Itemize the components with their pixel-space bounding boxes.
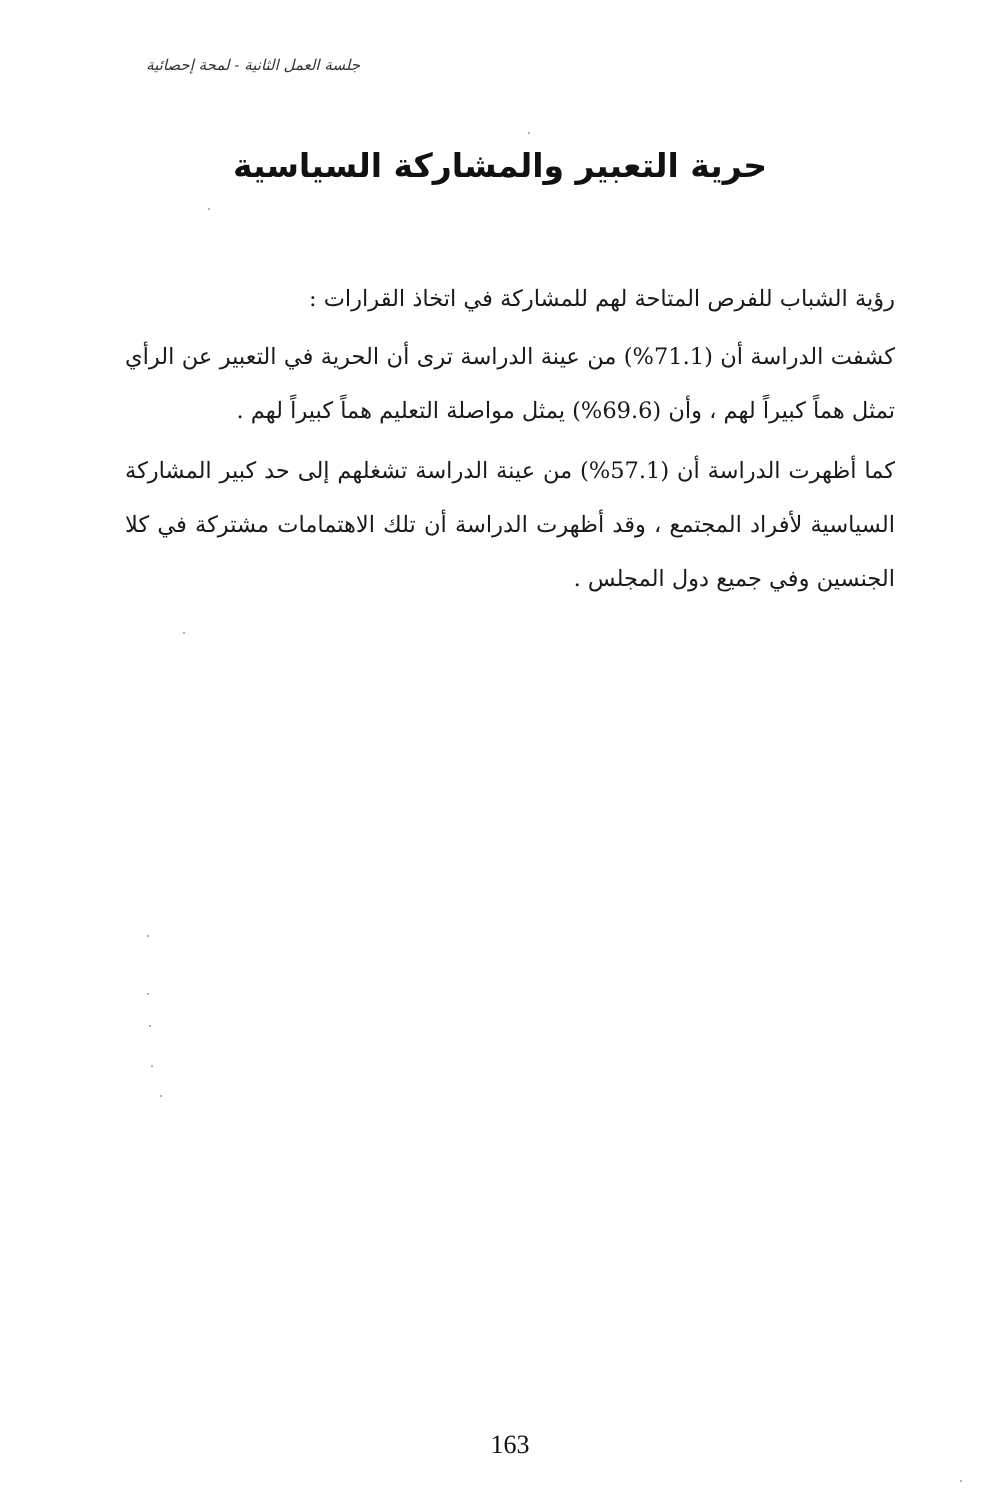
scan-speck xyxy=(147,935,149,937)
body-text xyxy=(125,272,895,612)
paragraph-political-participation: كما أظهرت الدراسة أن (57.1%) من عينة الدراسة تشغلهم إلى حد كبير المشاركة السياسية لأفراد المجتمع ، وقد أظهرت الدراسة أن تلك الاهتمامات مشتركة في كلا الجنسين وفي جميع دول المجلس . xyxy=(125,458,895,592)
page-number: 163 xyxy=(490,1430,530,1459)
running-header: جلسة العمل الثانية - لمحة إحصائية xyxy=(146,56,360,74)
scan-speck xyxy=(149,1025,151,1027)
scan-speck xyxy=(183,632,185,634)
scan-speck xyxy=(151,1065,153,1067)
section-title: حرية التعبير والمشاركة السياسية xyxy=(232,146,768,185)
paragraph-lead: رؤية الشباب للفرص المتاحة لهم للمشاركة في اتخاذ القرارات : xyxy=(309,286,895,312)
scan-speck xyxy=(528,132,530,134)
scan-speck xyxy=(160,1095,162,1097)
scan-speck xyxy=(208,208,210,210)
scan-speck xyxy=(147,993,149,995)
scan-speck xyxy=(960,1480,962,1482)
paragraph-freedom-of-expression: كشفت الدراسة أن (71.1%) من عينة الدراسة ترى أن الحرية في التعبير عن الرأي تمثل هماً كبيراً لهم ، وأن (69.6%) يمثل مواصلة التعليم هماً كبيراً لهم . xyxy=(125,344,896,424)
